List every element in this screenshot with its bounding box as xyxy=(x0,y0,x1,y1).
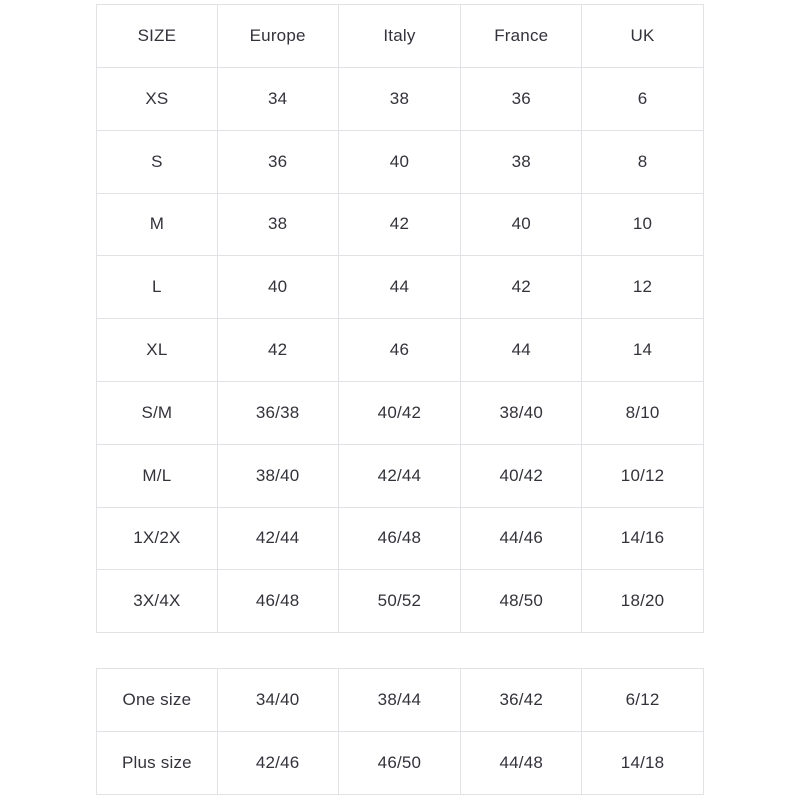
column-header-size: SIZE xyxy=(97,5,218,68)
table-row xyxy=(97,732,704,795)
cell-italy: 50/52 xyxy=(338,570,461,633)
row-label: XL xyxy=(97,319,218,382)
cell-europe: 34 xyxy=(217,68,338,131)
cell-italy: 42/44 xyxy=(338,444,461,507)
cell-europe: 40 xyxy=(217,256,338,319)
cell-italy: 46/50 xyxy=(338,732,461,795)
cell-uk: 6/12 xyxy=(582,669,704,732)
cell-italy: 46 xyxy=(338,319,461,382)
cell-italy: 42 xyxy=(338,193,461,256)
secondary-size-table xyxy=(96,668,704,795)
cell-europe: 42 xyxy=(217,319,338,382)
row-label-one-size: One size xyxy=(97,669,218,732)
row-label: 3X/4X xyxy=(97,570,218,633)
table-row xyxy=(97,68,704,131)
cell-italy: 38/44 xyxy=(338,669,461,732)
cell-europe: 42/46 xyxy=(217,732,338,795)
cell-uk: 8/10 xyxy=(582,381,704,444)
cell-uk: 18/20 xyxy=(582,570,704,633)
cell-uk: 14/16 xyxy=(582,507,704,570)
cell-europe: 38/40 xyxy=(217,444,338,507)
main-size-table-container xyxy=(96,4,704,633)
column-header-france: France xyxy=(461,5,582,68)
cell-uk: 14/18 xyxy=(582,732,704,795)
cell-europe: 46/48 xyxy=(217,570,338,633)
cell-france: 44/48 xyxy=(461,732,582,795)
cell-italy: 40 xyxy=(338,130,461,193)
cell-italy: 44 xyxy=(338,256,461,319)
row-label: S/M xyxy=(97,381,218,444)
cell-france: 38 xyxy=(461,130,582,193)
row-label: XS xyxy=(97,68,218,131)
cell-uk: 6 xyxy=(582,68,704,131)
table-row xyxy=(97,193,704,256)
table-row xyxy=(97,130,704,193)
cell-france: 44/46 xyxy=(461,507,582,570)
cell-france: 36 xyxy=(461,68,582,131)
column-header-uk: UK xyxy=(582,5,704,68)
table-row xyxy=(97,381,704,444)
cell-france: 48/50 xyxy=(461,570,582,633)
cell-europe: 42/44 xyxy=(217,507,338,570)
table-row xyxy=(97,444,704,507)
cell-france: 36/42 xyxy=(461,669,582,732)
row-label: 1X/2X xyxy=(97,507,218,570)
cell-europe: 36/38 xyxy=(217,381,338,444)
table-row xyxy=(97,319,704,382)
column-header-europe: Europe xyxy=(217,5,338,68)
column-header-italy: Italy xyxy=(338,5,461,68)
row-label-plus-size: Plus size xyxy=(97,732,218,795)
row-label: M xyxy=(97,193,218,256)
cell-uk: 10/12 xyxy=(582,444,704,507)
table-row xyxy=(97,570,704,633)
cell-uk: 8 xyxy=(582,130,704,193)
cell-uk: 10 xyxy=(582,193,704,256)
table-row xyxy=(97,507,704,570)
row-label: S xyxy=(97,130,218,193)
cell-france: 42 xyxy=(461,256,582,319)
cell-italy: 40/42 xyxy=(338,381,461,444)
row-label: L xyxy=(97,256,218,319)
table-header-row xyxy=(97,5,704,68)
cell-europe: 38 xyxy=(217,193,338,256)
cell-france: 40 xyxy=(461,193,582,256)
main-size-table xyxy=(96,4,704,633)
cell-italy: 46/48 xyxy=(338,507,461,570)
cell-uk: 12 xyxy=(582,256,704,319)
table-row xyxy=(97,256,704,319)
cell-europe: 34/40 xyxy=(217,669,338,732)
secondary-size-table-container xyxy=(96,668,704,795)
cell-italy: 38 xyxy=(338,68,461,131)
cell-europe: 36 xyxy=(217,130,338,193)
cell-france: 38/40 xyxy=(461,381,582,444)
cell-france: 44 xyxy=(461,319,582,382)
cell-uk: 14 xyxy=(582,319,704,382)
row-label: M/L xyxy=(97,444,218,507)
cell-france: 40/42 xyxy=(461,444,582,507)
table-row xyxy=(97,669,704,732)
